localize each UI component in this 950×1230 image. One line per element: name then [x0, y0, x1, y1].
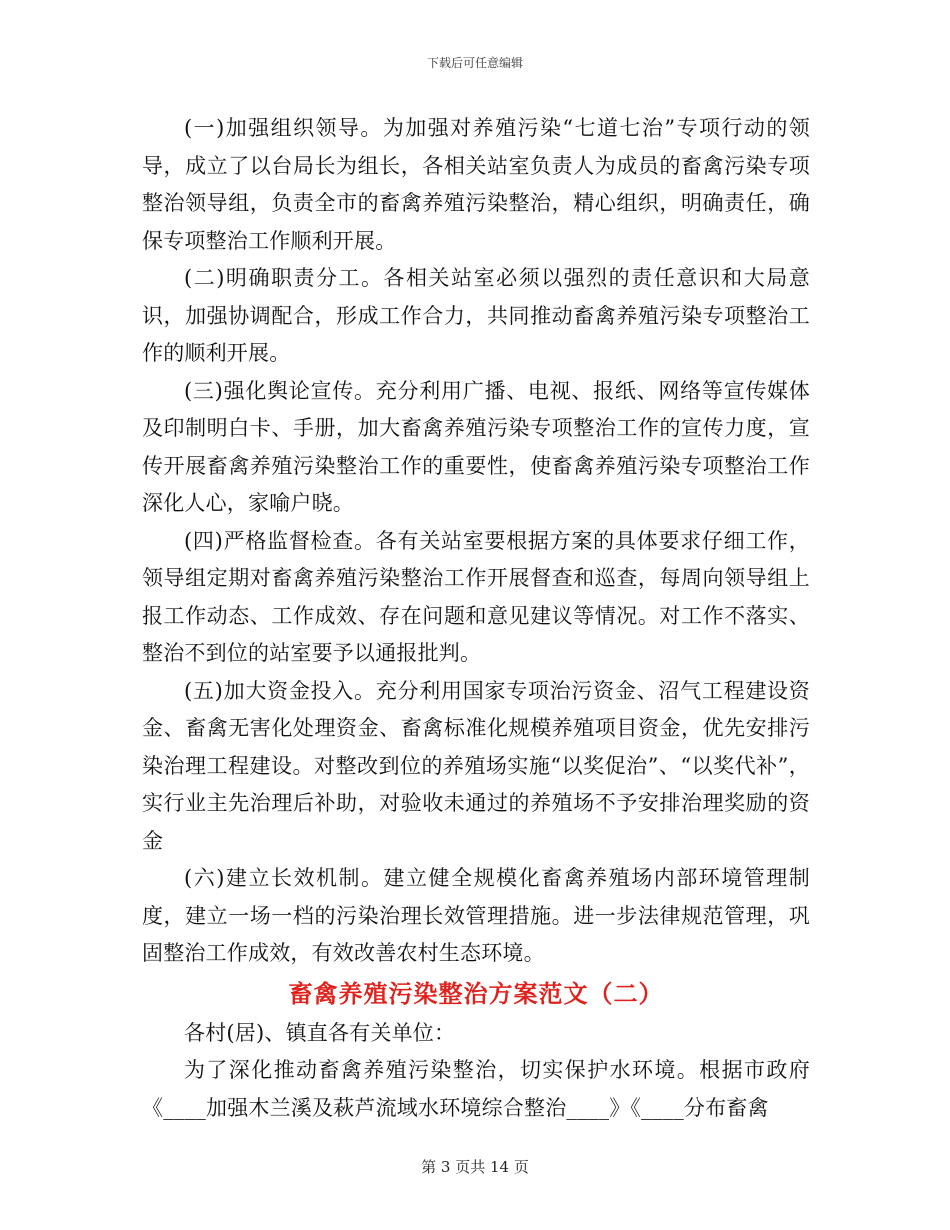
paragraph-responsibility-division: (二)明确职责分工。各相关站室必须以强烈的责任意识和大局意识，加强协调配合，形成工作合力，共同推动畜禽养殖污染专项整治工作的顺利开展。	[142, 266, 810, 365]
page-number-footer: 第 3 页共 14 页	[421, 1158, 529, 1176]
paragraph-organization-leadership: (一)加强组织领导。为加强对养殖污染“七道七治”专项行动的领导，成立了以台局长为组长，各相关站室负责人为成员的畜禽污染专项整治领导组，负责全市的畜禽养殖污染整治，精心组织，明确责任，确保专项整治工作顺利开展。	[142, 116, 810, 253]
paragraph-public-opinion: (三)强化舆论宣传。充分利用广播、电视、报纸、网络等宣传媒体及印制明白卡、手册，加大畜禽养殖污染专项整治工作的宣传力度，宣传开展畜禽养殖污染整治工作的重要性，使畜禽养殖污染专项整治工作深化人心，家喻户晓。	[142, 378, 810, 515]
paragraph-long-term-mechanism: (六)建立长效机制。建立健全规模化畜禽养殖场内部环境管理制度，建立一场一档的污染治理长效管理措施。进一步法律规范管理，巩固整治工作成效，有效改善农村生态环境。	[142, 866, 810, 965]
paragraph-funding: (五)加大资金投入。充分利用国家专项治污资金、沼气工程建设资金、畜禽无害化处理资金、畜禽标准化规模养殖项目资金，优先安排污染治理工程建设。对整改到位的养殖场实施“以奖促治”、“以奖代补”，实行业主先治理后补助，对验收未通过的养殖场不予安排治理奖励的资金	[142, 678, 810, 853]
page-header: 下载后可任意编辑	[426, 56, 523, 70]
section-title: 畜禽养殖污染整治方案范文（二）	[288, 978, 664, 1008]
paragraph-salutation: 各村(居)、镇直各有关单位：	[184, 1020, 456, 1045]
paragraph-intro: 为了深化推动畜禽养殖污染整治，切实保护水环境。根据市政府《____加强木兰溪及萩芦流域水环境综合整治____》《____分布畜禽	[142, 1058, 810, 1120]
document-body	[142, 110, 810, 1127]
paragraph-supervision: (四)严格监督检查。各有关站室要根据方案的具体要求仔细工作，领导组定期对畜禽养殖污染整治工作开展督查和巡查，每周向领导组上报工作动态、工作成效、存在问题和意见建议等情况。对工作不落实、整治不到位的站室要予以通报批判。	[142, 528, 810, 665]
